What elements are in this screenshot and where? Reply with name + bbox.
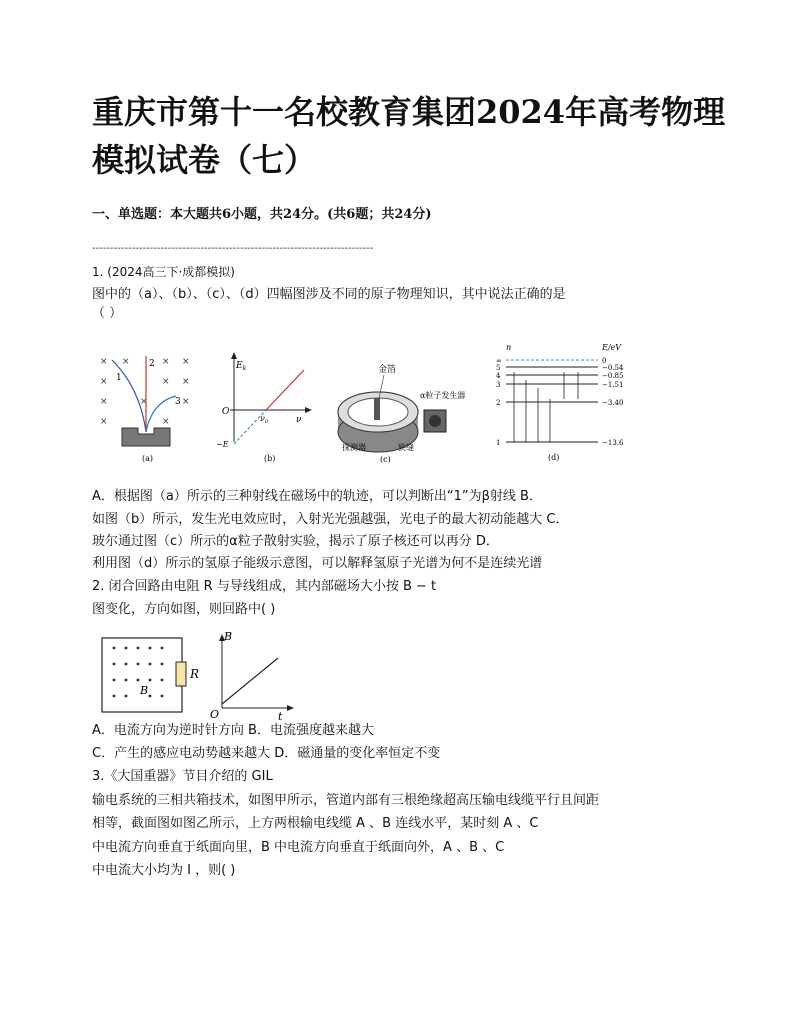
fig-d-n-label: n (506, 343, 512, 352)
q1-option-d: 利用图（d）所示的氢原子能级示意图，可以解释氢原子光谱为何不是连续光谱 (92, 556, 543, 571)
fig-c-caption: (c) (380, 455, 391, 464)
fig-d-levels (496, 357, 624, 447)
fig-a-label-3: 3 (175, 397, 181, 407)
svg-text:Ek: $E_k$ (236, 361, 247, 372)
q1-option-a: A．根据图（a）所示的三种射线在磁场中的轨迹，可以判断出“1”为β射线 B． (92, 489, 542, 504)
fig-b-nu: ν (296, 415, 302, 425)
fig-b-caption: (b) (264, 454, 276, 463)
q1-figure-b (216, 350, 316, 464)
energy-level-n: 4 (496, 372, 501, 380)
energy-level-value: 0 (602, 357, 607, 365)
q1-stem-line1: 图中的（a）、（b）、（c）、（d）四幅图涉及不同的原子物理知识，其中说法正确的是 (92, 287, 566, 302)
q3-stem-line4: 中电流方向垂直于纸面向里，B 中电流方向垂直于纸面向外，A 、B 、C (92, 840, 505, 855)
energy-level-value: −3.40 (602, 399, 624, 407)
svg-text:×: × (182, 377, 190, 387)
q3-stem-line5: 中电流大小均为 I ，则( ) (92, 863, 236, 878)
svg-text:×: × (100, 417, 108, 427)
q3-stem-line3: 相等，截面图如图乙所示，上方两根输电线缆 A 、B 连线水平，某时刻 A 、C (92, 816, 539, 831)
fig-c-foil: 金箔 (378, 365, 397, 375)
svg-text:×: × (162, 417, 170, 427)
fig-b-neg-e: −E (216, 440, 229, 449)
q2-fig-b: B (140, 684, 149, 697)
svg-text:×: × (100, 397, 108, 407)
q1-source: 1. (2024高三下·成都模拟) (92, 265, 235, 279)
q2-figure (96, 628, 296, 720)
q2-axis-t: t (278, 710, 283, 720)
fig-a-label-1: 1 (116, 373, 122, 383)
q2-options-ab: A．电流方向为逆时针方向 B．电流强度越来越大 (92, 723, 374, 738)
fig-b-nu0: ν (260, 414, 265, 423)
q1-option-b: 如图（b）所示，发生光电效应时，入射光光强越强，光电子的最大初动能越大 C． (92, 512, 569, 527)
energy-level-value: −1.51 (602, 381, 624, 389)
q2-options-cd: C．产生的感应电动势越来越大 D．磁通量的变化率恒定不变 (92, 746, 441, 761)
energy-level-n: 3 (496, 381, 501, 389)
q1-figure-c (334, 356, 484, 464)
svg-text:×: × (140, 397, 148, 407)
fig-b-origin: O (222, 407, 230, 417)
q1-figure-d (492, 342, 642, 464)
svg-text:ν0: $\nu_0$ (260, 414, 269, 425)
energy-level-n: ∞ (496, 357, 502, 365)
energy-level-n: 2 (496, 399, 501, 407)
fig-a-caption: (a) (142, 454, 154, 463)
svg-text:×: × (182, 397, 190, 407)
q3-stem-line2: 输电系统的三相共箱技术，如图甲所示，管道内部有三根绝缘超高压输电线缆平行且间距 (92, 793, 600, 808)
q2-axis-origin: O (210, 708, 220, 720)
section-heading: 一、单选题：本大题共6小题，共24分。(共6题；共24分) (92, 207, 432, 222)
svg-text:×: × (100, 357, 108, 367)
q1-stem-line2: （ ） (92, 306, 123, 321)
svg-text:×: × (182, 357, 190, 367)
q1-option-c: 玻尔通过图（c）所示的α粒子散射实验，揭示了原子核还可以再分 D． (92, 534, 499, 549)
energy-level-value: −0.85 (602, 372, 624, 380)
q2-axis-b: B (224, 630, 233, 643)
svg-text:×: × (162, 377, 170, 387)
q2-stem-line2: 图变化，方向如图，则回路中( ) (92, 602, 276, 617)
q2-fig-r: R (190, 667, 200, 681)
energy-level-value: −13.6 (602, 439, 624, 447)
svg-text:×: × (100, 377, 108, 387)
q2-stem-line1: 2. 闭合回路由电阻 R 与导线组成，其内部磁场大小按 B − t (92, 579, 437, 594)
fig-c-slit: 狭缝 (398, 443, 414, 452)
energy-level-value: −0.54 (602, 364, 624, 372)
fig-d-caption: (d) (548, 453, 560, 462)
q1-figure-a (96, 348, 196, 464)
energy-level-n: 1 (496, 439, 501, 447)
q3-stem-line1: 3.《大国重器》节目介绍的 GIL (92, 769, 273, 784)
energy-level-n: 5 (496, 364, 501, 372)
page-title: 重庆市第十一名校教育集团2024年高考物理模拟试卷（七） (92, 93, 726, 179)
fig-a-label-2: 2 (149, 359, 155, 369)
fig-b-ek: E (236, 361, 243, 371)
fig-c-detector: 探测器 (342, 443, 366, 452)
fig-d-unit: E/eV (602, 343, 622, 352)
svg-text:×: × (122, 357, 130, 367)
fig-c-source: α粒子发生器 (420, 391, 466, 400)
svg-text:×: × (162, 357, 170, 367)
divider: ------------------------------------------------------------------------------ (92, 243, 374, 254)
